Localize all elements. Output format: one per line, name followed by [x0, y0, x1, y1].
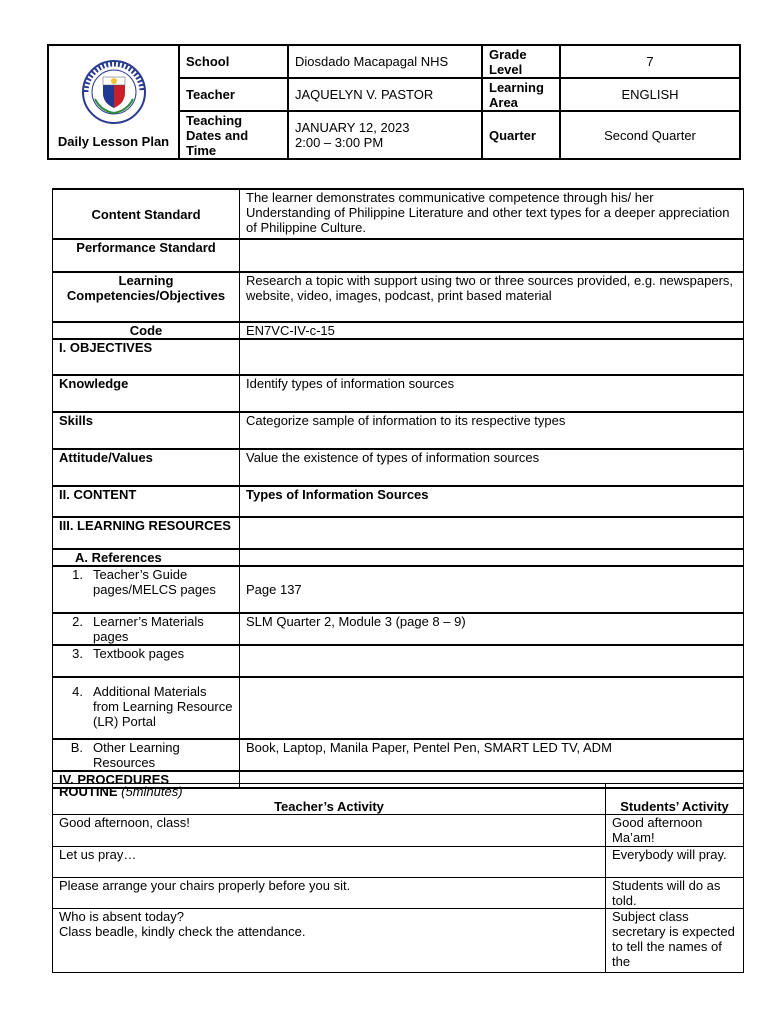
- code-value: EN7VC-IV-c-15: [240, 322, 744, 339]
- routine-row-2-student: Everybody will pray.: [606, 847, 744, 878]
- teachers-guide-value: Page 137: [240, 566, 744, 613]
- grade-level-label: Grade Level: [482, 45, 560, 78]
- learning-competencies-value: Research a topic with support using two or three sources provided, e.g. newspapers, website, video, images, podcast, print based material: [240, 272, 744, 322]
- teaching-dates-value: [288, 111, 482, 159]
- learning-resources-heading: III. LEARNING RESOURCES: [53, 517, 240, 549]
- school-seal-cell: [48, 45, 179, 159]
- routine-duration: (5minutes): [121, 784, 183, 799]
- school-value: Diosdado Macapagal NHS: [288, 45, 482, 78]
- objectives-heading: I. OBJECTIVES: [53, 339, 240, 375]
- routine-row-4-teacher-line-2: Class beadle, kindly check the attendance.: [59, 924, 306, 939]
- teacher-activity-heading: Teacher’s Activity: [274, 799, 384, 814]
- textbook-pages-value: [240, 645, 744, 677]
- content-heading: II. CONTENT: [53, 486, 240, 517]
- content-standard-label: Content Standard: [53, 189, 240, 239]
- teacher-value: JAQUELYN V. PASTOR: [288, 78, 482, 111]
- routine-row-4-student: Subject class secretary is expected to tell the names of the: [606, 909, 744, 973]
- code-label: Code: [53, 322, 240, 339]
- routine-title: ROUTINE: [59, 784, 118, 799]
- header-table: [47, 44, 741, 160]
- textbook-pages-label: 3. Textbook pages: [53, 645, 240, 677]
- school-label: School: [179, 45, 288, 78]
- routine-row-2-teacher: Let us pray…: [53, 847, 606, 878]
- teachers-guide-label: 1. Teacher’s Guide pages/MELCS pages: [53, 566, 240, 613]
- quarter-label: Quarter: [482, 111, 560, 159]
- teacher-label: Teacher: [179, 78, 288, 111]
- teaching-dates-label: Teaching Dates and Time: [179, 111, 288, 159]
- attitude-values-label: Attitude/Values: [53, 449, 240, 486]
- additional-materials-value: [240, 677, 744, 739]
- routine-row-1-student: Good afternoon Ma’am!: [606, 815, 744, 847]
- routine-teacher-header: [53, 784, 606, 815]
- routine-row-3-student: Students will do as told.: [606, 878, 744, 909]
- routine-row-3-teacher: Please arrange your chairs properly before you sit.: [53, 878, 606, 909]
- skills-value: Categorize sample of information to its respective types: [240, 412, 744, 449]
- content-standard-value: The learner demonstrates communicative competence through his/ her Understanding of Philippine Literature and other text types for a deeper appreciation of Philippine Culture.: [240, 189, 744, 239]
- other-resources-label: B. Other Learning Resources: [53, 739, 240, 771]
- procedures-heading: IV. PROCEDURES: [53, 771, 240, 788]
- learning-area-label: Learning Area: [482, 78, 560, 111]
- additional-materials-label: 4. Additional Materials from Learning Resource (LR) Portal: [53, 677, 240, 739]
- learning-competencies-label: Learning Competencies/Objectives: [53, 272, 240, 322]
- other-resources-value: Book, Laptop, Manila Paper, Pentel Pen, SMART LED TV, ADM: [240, 739, 744, 771]
- lesson-plan-table: [52, 188, 744, 789]
- grade-level-value: 7: [560, 45, 740, 78]
- skills-label: Skills: [53, 412, 240, 449]
- learners-materials-label: 2. Learner’s Materials pages: [53, 613, 240, 645]
- teaching-time: 2:00 – 3:00 PM: [295, 135, 384, 150]
- deped-seal-icon: [81, 59, 147, 125]
- routine-row-1-teacher: Good afternoon, class!: [53, 815, 606, 847]
- attitude-values-value: Value the existence of types of information sources: [240, 449, 744, 486]
- performance-standard-value: [240, 239, 744, 272]
- routine-row-4-teacher: [53, 909, 606, 973]
- routine-row-4-teacher-line-1: Who is absent today?: [59, 909, 185, 924]
- learning-resources-value: [240, 517, 744, 549]
- performance-standard-label: Performance Standard: [53, 239, 240, 272]
- knowledge-label: Knowledge: [53, 375, 240, 412]
- objectives-value: [240, 339, 744, 375]
- knowledge-value: Identify types of information sources: [240, 375, 744, 412]
- learning-area-value: ENGLISH: [560, 78, 740, 111]
- references-value: [240, 549, 744, 566]
- routine-table: [52, 783, 744, 973]
- references-heading: A. References: [53, 549, 240, 566]
- daily-lesson-plan-title: Daily Lesson Plan: [57, 134, 170, 149]
- teaching-date: JANUARY 12, 2023: [295, 120, 410, 135]
- learners-materials-value: SLM Quarter 2, Module 3 (page 8 – 9): [240, 613, 744, 645]
- quarter-value: Second Quarter: [560, 111, 740, 159]
- students-activity-heading: Students’ Activity: [606, 784, 744, 815]
- content-value: Types of Information Sources: [240, 486, 744, 517]
